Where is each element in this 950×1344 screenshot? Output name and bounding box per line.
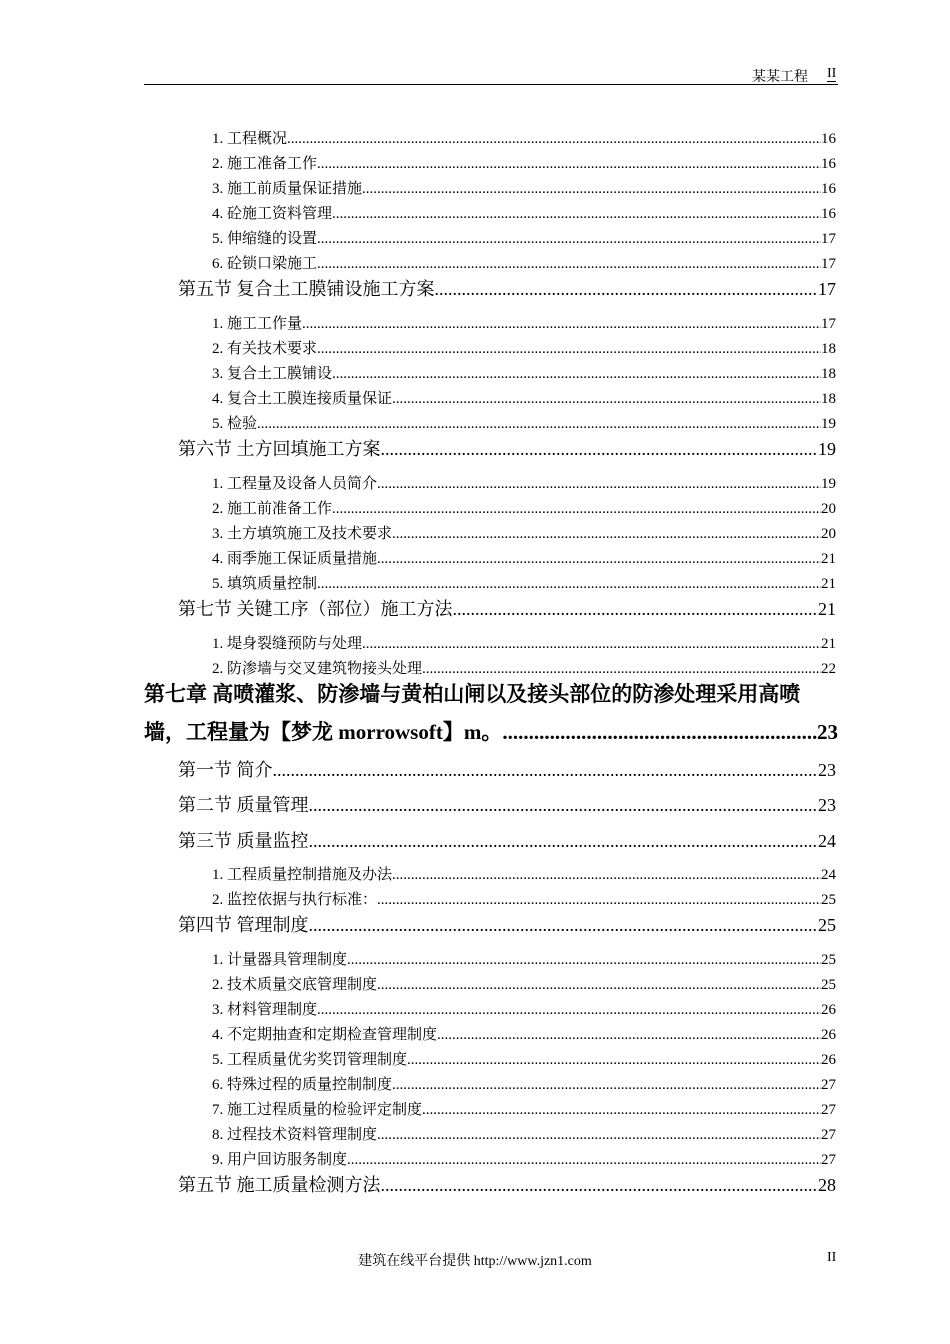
toc-leader (453, 599, 819, 620)
toc-entry-page: 23 (817, 720, 838, 744)
toc-entry-page: 23 (818, 760, 836, 780)
toc-entry-page: 19 (821, 476, 836, 492)
toc-entry-page: 17 (818, 279, 836, 299)
toc-leader (377, 892, 821, 909)
toc-section-entry[interactable] (178, 791, 836, 817)
toc-entry-page: 26 (821, 1002, 836, 1018)
toc-entry[interactable] (212, 998, 836, 1019)
toc-entry-label: 3. 材料管理制度 (212, 1002, 318, 1018)
toc-entry-page: 18 (821, 391, 836, 407)
toc-leader (392, 867, 821, 884)
toc-entry-page: 16 (821, 131, 836, 147)
toc-entry-page: 17 (821, 316, 836, 332)
toc-entry[interactable] (212, 863, 836, 884)
toc-entry-label: 第一节 简介 (178, 760, 273, 780)
toc-entry-page: 17 (821, 256, 836, 272)
toc-entry-label: 1. 施工工作量 (212, 316, 303, 332)
toc-entry[interactable] (212, 973, 836, 994)
toc-entry-label: 2. 有关技术要求 (212, 341, 318, 357)
toc-entry[interactable] (212, 177, 836, 198)
toc-entry[interactable] (212, 337, 836, 358)
toc-entry-page: 16 (821, 206, 836, 222)
toc-entry[interactable] (212, 1098, 836, 1119)
toc-leader (392, 391, 821, 408)
toc-entry[interactable] (212, 572, 836, 593)
toc-leader (273, 760, 819, 781)
toc-entry-label: 第三节 质量监控 (178, 831, 309, 851)
toc-entry-page: 25 (821, 977, 836, 993)
toc-entry[interactable] (212, 522, 836, 543)
toc-entry-page: 21 (821, 551, 836, 567)
toc-entry-page: 16 (821, 181, 836, 197)
toc-entry-label: 1. 工程概况 (212, 131, 288, 147)
toc-entry[interactable] (212, 948, 836, 969)
toc-entry-label: 3. 施工前质量保证措施 (212, 181, 363, 197)
toc-entry-page: 26 (821, 1052, 836, 1068)
toc-entry-label: 1. 工程质量控制措施及办法 (212, 867, 393, 883)
toc-entry-page: 24 (818, 831, 836, 851)
toc-leader (332, 206, 821, 223)
toc-leader (422, 661, 821, 678)
toc-leader (362, 181, 821, 198)
toc-entry-page: 27 (821, 1127, 836, 1143)
toc-section-entry[interactable] (178, 911, 836, 937)
toc-entry-page: 27 (821, 1102, 836, 1118)
toc-entry-label: 2. 防渗墙与交叉建筑物接头处理 (212, 661, 423, 677)
toc-leader (381, 439, 819, 460)
toc-entry-label: 4. 砼施工资料管理 (212, 206, 333, 222)
toc-leader (422, 1102, 821, 1119)
header-page-number: II (827, 66, 837, 81)
toc-leader (437, 1027, 821, 1044)
toc-entry-label: 4. 不定期抽查和定期检查管理制度 (212, 1027, 438, 1043)
toc-leader (317, 256, 821, 273)
toc-section-entry[interactable] (178, 275, 836, 301)
toc-entry-page: 26 (821, 1027, 836, 1043)
footer-text: 建筑在线平台提供 http://www.jzn1.com (358, 1254, 592, 1269)
toc-leader (407, 1052, 821, 1069)
toc-entry-label: 6. 特殊过程的质量控制制度 (212, 1077, 393, 1093)
toc-leader (317, 341, 821, 358)
toc-leader (302, 316, 821, 333)
toc-entry-page: 21 (818, 599, 836, 619)
toc-leader (257, 416, 821, 433)
toc-chapter-line1[interactable]: 第七章 高喷灌浆、防渗墙与黄柏山闸以及接头部位的防渗处理采用高喷 (144, 682, 801, 706)
toc-entry-label: 第六节 土方回填施工方案 (178, 439, 381, 459)
toc-entry-label: 2. 施工前准备工作 (212, 501, 333, 517)
toc-leader (309, 831, 819, 852)
toc-section-entry[interactable] (178, 435, 836, 461)
toc-entry-page: 23 (818, 795, 836, 815)
toc-entry-label: 4. 复合土工膜连接质量保证 (212, 391, 393, 407)
toc-entry-page: 17 (821, 231, 836, 247)
header-rule (144, 84, 838, 85)
toc-leader (317, 156, 821, 173)
toc-entry-page: 25 (818, 915, 836, 935)
toc-leader (317, 576, 821, 593)
toc-entry-page: 21 (821, 576, 836, 592)
toc-section-entry[interactable] (178, 1171, 836, 1197)
toc-entry-page: 25 (821, 892, 836, 908)
toc-leader (362, 636, 821, 653)
toc-entry-label: 5. 工程质量优劣奖罚管理制度 (212, 1052, 408, 1068)
toc-entry-page: 19 (821, 416, 836, 432)
toc-entry[interactable] (212, 1148, 836, 1169)
toc-entry[interactable] (212, 497, 836, 518)
toc-entry[interactable] (212, 202, 836, 223)
toc-leader (377, 476, 821, 493)
toc-entry-label: 9. 用户回访服务制度 (212, 1152, 348, 1168)
toc-entry-label: 2. 施工准备工作 (212, 156, 318, 172)
toc-entry-page: 16 (821, 156, 836, 172)
toc-entry-label: 5. 伸缩缝的设置 (212, 231, 318, 247)
toc-entry-page: 20 (821, 501, 836, 517)
toc-entry[interactable] (212, 412, 836, 433)
toc-entry[interactable] (212, 632, 836, 653)
toc-chapter-line2: 墙，工程量为【梦龙 morrowsoft】m。 (144, 720, 503, 744)
toc-entry[interactable] (212, 547, 836, 568)
toc-entry-label: 2. 监控依据与执行标准： (212, 892, 378, 908)
toc-entry-page: 22 (821, 661, 836, 677)
toc-leader (287, 131, 821, 148)
toc-leader (317, 1002, 821, 1019)
toc-leader (392, 526, 821, 543)
toc-section-entry[interactable] (178, 756, 836, 782)
toc-entry-label: 8. 过程技术资料管理制度 (212, 1127, 378, 1143)
toc-entry-page: 18 (821, 366, 836, 382)
toc-entry-label: 1. 堤身裂缝预防与处理 (212, 636, 363, 652)
header-title: 某某工程 (752, 70, 808, 85)
toc-leader (377, 1127, 821, 1144)
toc-entry-label: 第五节 施工质量检测方法 (178, 1175, 381, 1195)
toc-entry-page: 27 (821, 1077, 836, 1093)
toc-entry[interactable] (212, 227, 836, 248)
toc-leader (347, 1152, 821, 1169)
toc-entry[interactable] (212, 1048, 836, 1069)
toc-entry-label: 1. 工程量及设备人员简介 (212, 476, 378, 492)
toc-leader (309, 915, 819, 936)
toc-entry-page: 20 (821, 526, 836, 542)
toc-leader (392, 1077, 821, 1094)
toc-entry-label: 第五节 复合土工膜铺设施工方案 (178, 279, 435, 299)
toc-entry[interactable] (212, 472, 836, 493)
toc-entry-label: 第二节 质量管理 (178, 795, 309, 815)
toc-entry[interactable] (212, 657, 836, 678)
toc-entry-page: 27 (821, 1152, 836, 1168)
toc-entry-label: 6. 砼锁口梁施工 (212, 256, 318, 272)
toc-entry-page: 19 (818, 439, 836, 459)
toc-entry-page: 24 (821, 867, 836, 883)
toc-entry[interactable] (212, 312, 836, 333)
toc-leader (347, 952, 821, 969)
toc-entry-page: 18 (821, 341, 836, 357)
toc-entry[interactable] (212, 888, 836, 909)
toc-entry[interactable] (212, 252, 836, 273)
toc-leader (381, 1175, 819, 1196)
toc-leader (377, 977, 821, 994)
toc-entry-label: 5. 填筑质量控制 (212, 576, 318, 592)
toc-leader (309, 795, 819, 816)
toc-leader (435, 279, 819, 300)
toc-entry-label: 2. 技术质量交底管理制度 (212, 977, 378, 993)
toc-section-entry[interactable] (178, 595, 836, 621)
toc-entry-label: 第七节 关键工序（部位）施工方法 (178, 599, 453, 619)
toc-entry-label: 3. 土方填筑施工及技术要求 (212, 526, 393, 542)
toc-leader (317, 231, 821, 248)
toc-entry[interactable] (212, 362, 836, 383)
toc-section-entry[interactable] (178, 827, 836, 853)
toc-entry[interactable] (212, 152, 836, 173)
toc-entry-label: 第四节 管理制度 (178, 915, 309, 935)
toc-entry[interactable] (212, 1023, 836, 1044)
toc-entry-label: 3. 复合土工膜铺设 (212, 366, 333, 382)
toc-chapter-entry[interactable] (144, 716, 838, 746)
toc-entry[interactable] (212, 387, 836, 408)
toc-entry[interactable] (212, 1123, 836, 1144)
toc-entry-label: 5. 检验 (212, 416, 258, 432)
toc-entry[interactable] (212, 1073, 836, 1094)
toc-entry-page: 25 (821, 952, 836, 968)
toc-entry-label: 7. 施工过程质量的检验评定制度 (212, 1102, 423, 1118)
toc-leader (377, 551, 821, 568)
toc-leader (332, 366, 821, 383)
toc-entry-page: 28 (818, 1175, 836, 1195)
toc-entry[interactable] (212, 127, 836, 148)
toc-entry-label: 1. 计量器具管理制度 (212, 952, 348, 968)
toc-leader (332, 501, 821, 518)
toc-entry-page: 21 (821, 636, 836, 652)
toc-entry-label: 4. 雨季施工保证质量措施 (212, 551, 378, 567)
footer-page-number: II (827, 1250, 837, 1265)
toc-leader (502, 720, 817, 745)
